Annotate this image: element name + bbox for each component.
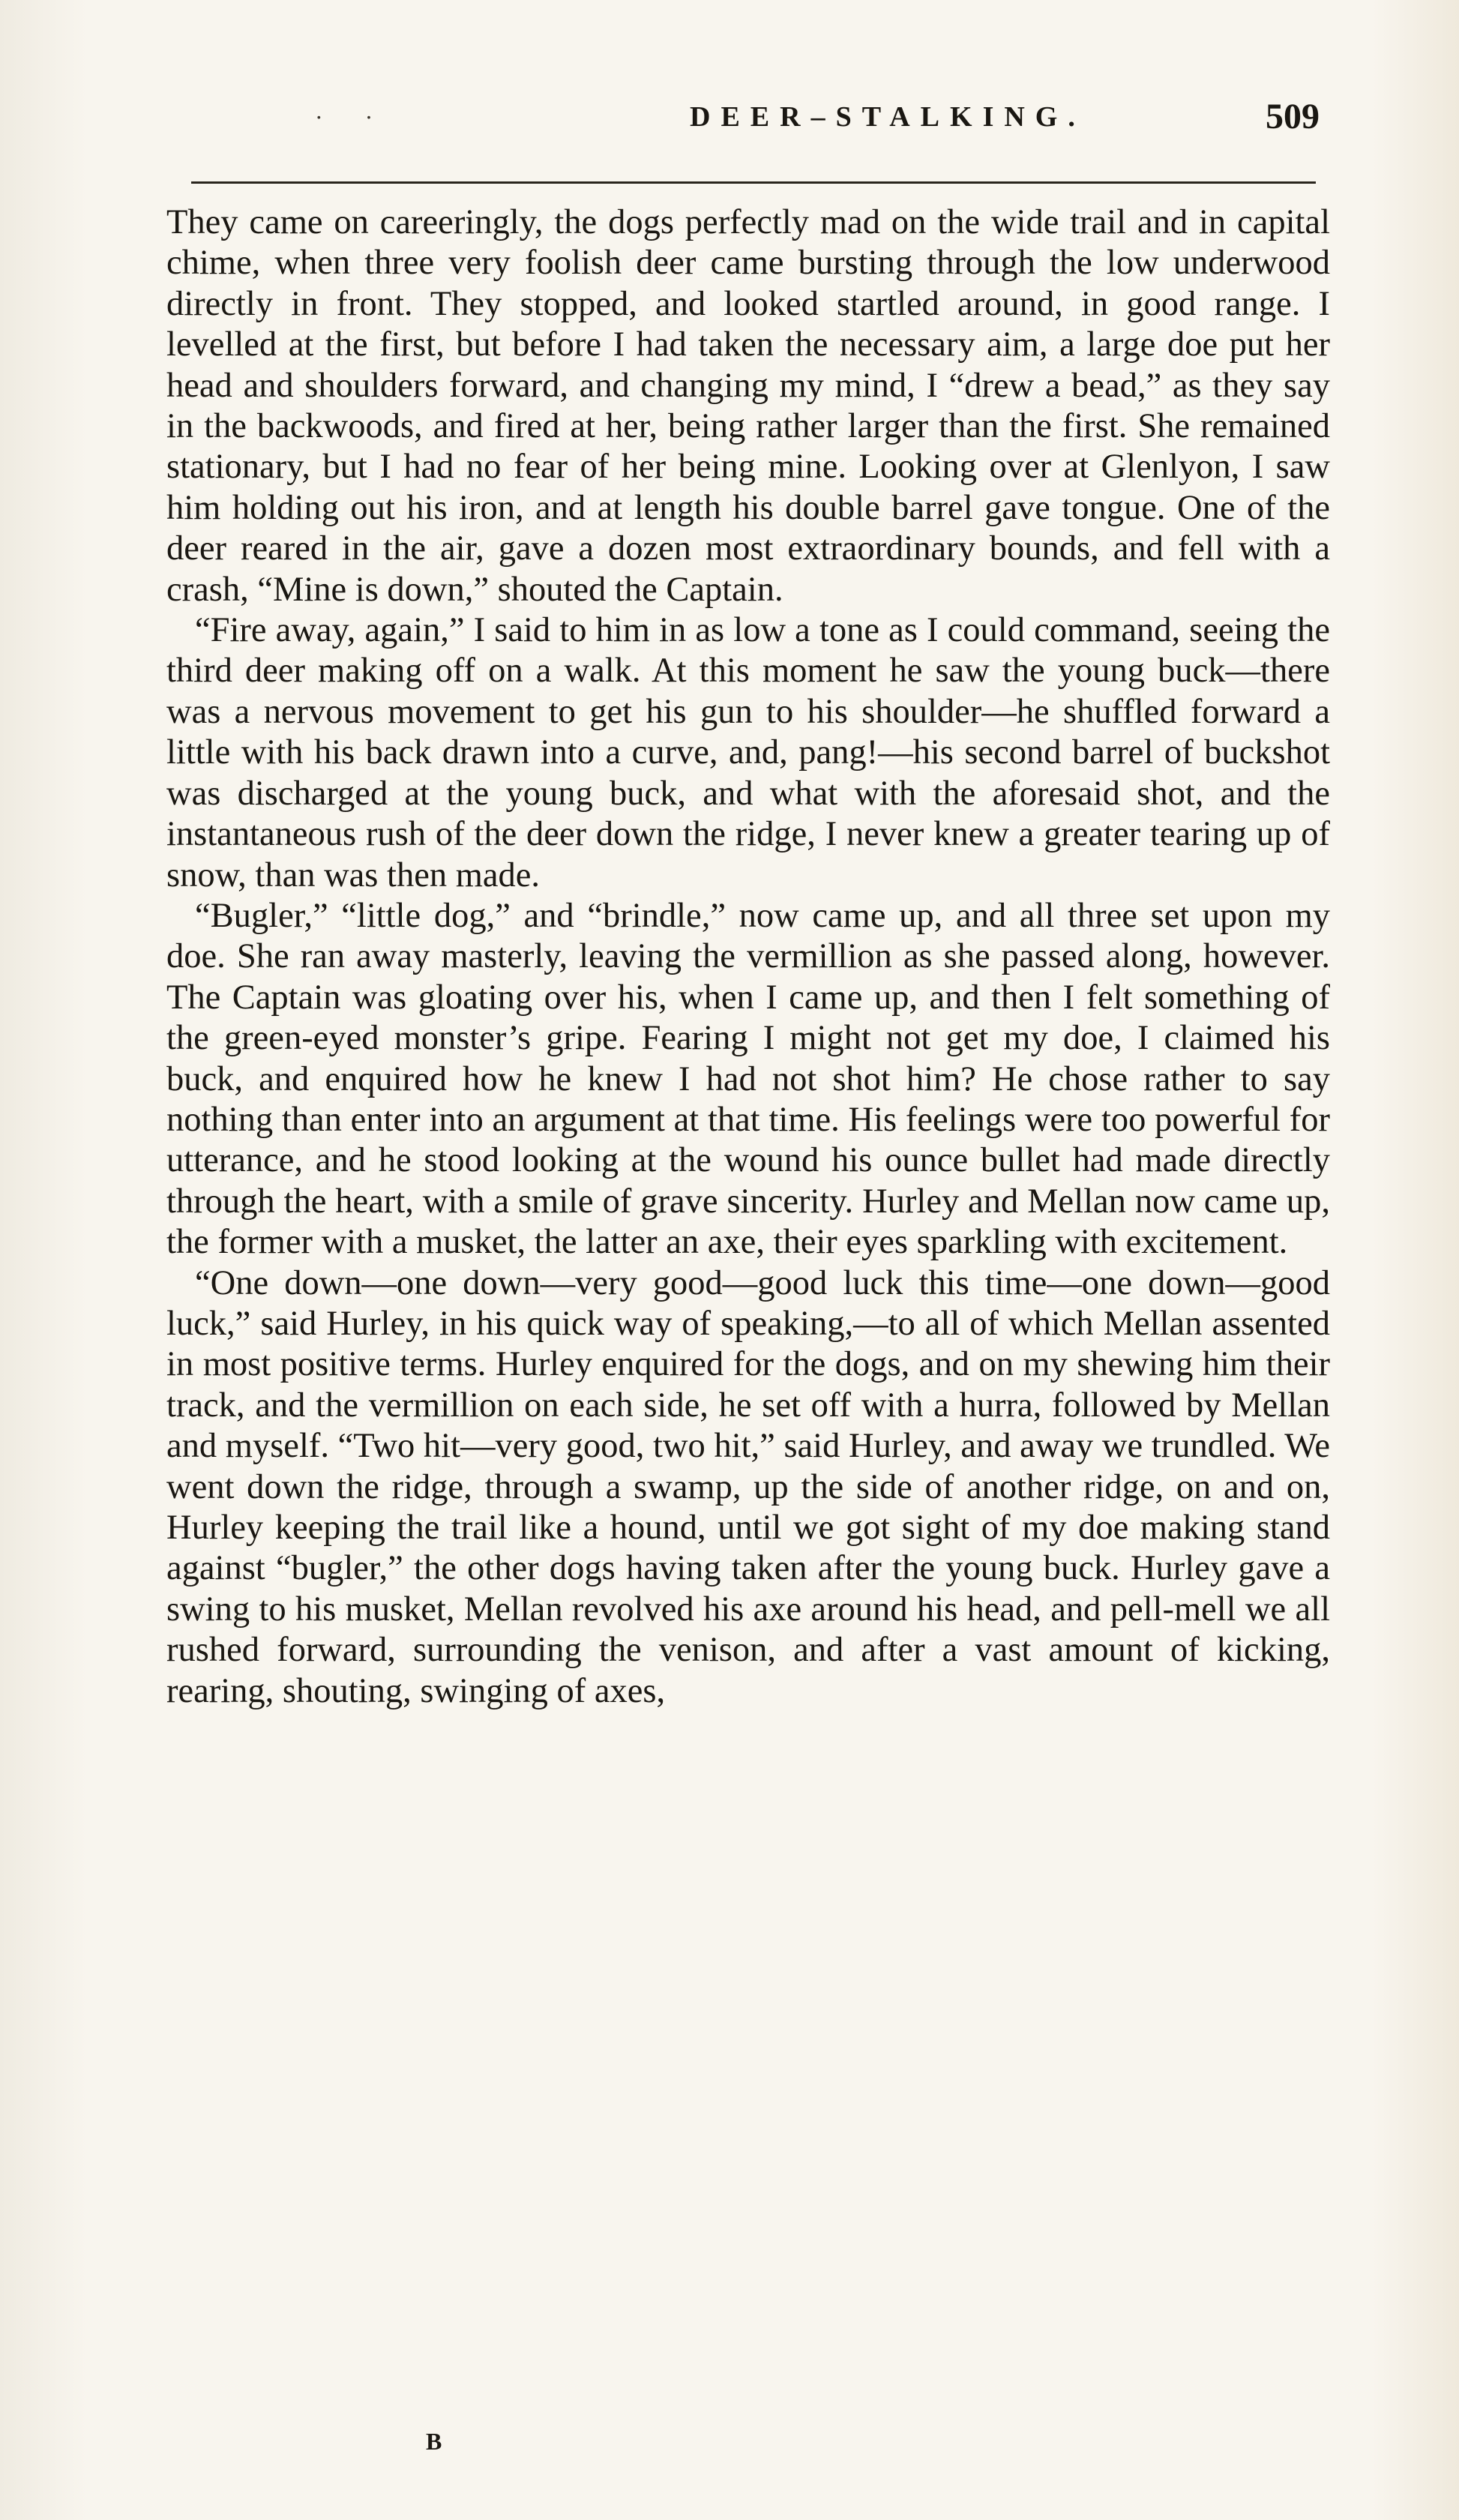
running-title: DEER–STALKING. <box>690 101 1086 133</box>
body-text <box>166 202 1330 1712</box>
header-rule <box>191 181 1316 184</box>
running-header <box>165 96 1320 141</box>
paragraph: “Bugler,” “little dog,” and “brindle,” now came up, and all three set upon my doe. She ran away masterly, leaving the vermillion as she passed along, however. The Captain was gloating over his, when I came up, and then I felt something of the green-eyed monster’s gripe. Fearing I might not get my doe, I claimed his buck, and enquired how he knew I had not shot him? He chose rather to say nothing than enter into an argument at that time. His feelings were too powerful for utterance, and he stood looking at the wound his ounce bullet had made directly through the heart, with a smile of grave sincerity. Hurley and Mellan now came up, the former with a musket, the latter an axe, their eyes sparkling with excitement. <box>166 896 1330 1262</box>
paragraph: They came on careeringly, the dogs perfectly mad on the wide trail and in capital chime, when three very foolish deer came bursting through the low underwood directly in front. They stopped, and looked startled around, in good range. I levelled at the first, but before I had taken the necessary aim, a large doe put her head and shoulders forward, and changing my mind, I “drew a bead,” as they say in the backwoods, and fired at her, being rather larger than the first. She remained stationary, but I had no fear of her being mine. Looking over at Glenlyon, I saw him holding out his iron, and at length his double barrel gave tongue. One of the deer reared in the air, gave a dozen most extraordinary bounds, and fell with a crash, “Mine is down,” shouted the Captain. <box>166 203 1330 609</box>
header-marks: · · <box>315 103 391 130</box>
page-number: 509 <box>1266 97 1320 136</box>
signature-mark: B <box>426 2428 442 2455</box>
paragraph: “Fire away, again,” I said to him in as low a tone as I could command, seeing the third deer making off on a walk. At this moment he saw the young buck—there was a nervous movement to get his gun to his shoulder—he shuffled forward a little with his back drawn into a curve, and, pang!—his second barrel of buckshot was discharged at the young buck, and what with the aforesaid shot, and the instantaneous rush of the deer down the ridge, I never knew a greater tearing up of snow, than was then made. <box>166 611 1330 894</box>
paragraph: “One down—one down—very good—good luck this time—one down—good luck,” said Hurley, in his quick way of speaking,—to all of which Mellan assented in most positive terms. Hurley enquired for the dogs, and on my shewing him their track, and the vermillion on each side, he set off with a hurra, followed by Mellan and myself. “Two hit—very good, two hit,” said Hurley, and away we trundled. We went down the ridge, through a swamp, up the side of another ridge, on and on, Hurley keeping the trail like a hound, until we got sight of my doe making stand against “bugler,” the other dogs having taken after the young buck. Hurley gave a swing to his musket, Mellan revolved his axe around his head, and pell-mell we all rushed forward, surrounding the venison, and after a vast amount of kicking, rearing, shouting, swinging of axes, <box>166 1263 1330 1710</box>
